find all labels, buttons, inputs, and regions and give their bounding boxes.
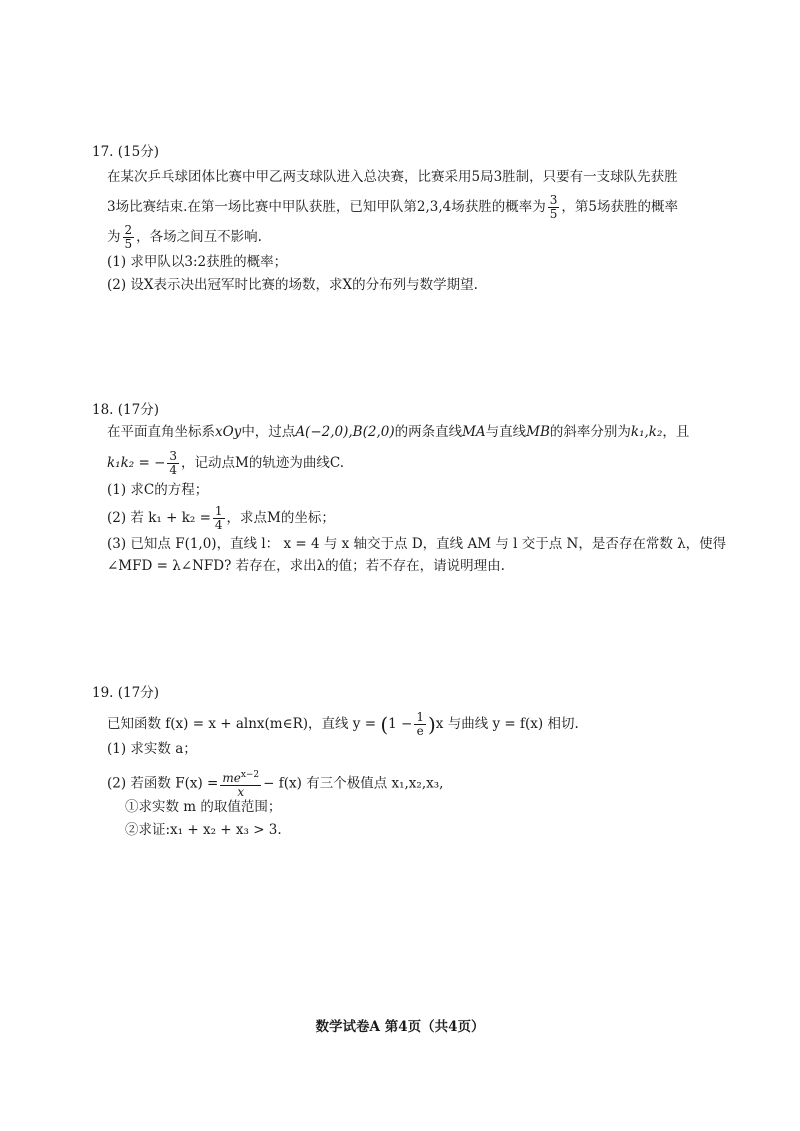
- math: MA: [462, 424, 486, 440]
- denominator: 5: [549, 207, 558, 221]
- problem-18-header: 18. (17分): [92, 402, 159, 418]
- problem-18-question-3-line-2: ∠MFD = λ∠NFD? 若存在，求出λ的值；若不存在，请说明理由.: [107, 558, 505, 574]
- text: 中，过点: [241, 424, 296, 440]
- math: k₁,k₂: [630, 424, 663, 440]
- problem-18-question-2: [107, 505, 335, 532]
- numerator: 3: [549, 193, 558, 207]
- denominator: 5: [124, 237, 133, 251]
- text: ，各场之间互不影响.: [136, 229, 262, 245]
- problem-19-question-2: [107, 769, 443, 799]
- left-paren: (: [380, 712, 389, 737]
- denominator: 4: [214, 518, 223, 532]
- math: A(−2,0),B(2,0): [295, 424, 395, 440]
- problem-17-line-3: [107, 224, 262, 251]
- text: − f(x) 有三个极值点 x₁,x₂,x₃,: [263, 775, 444, 792]
- text: 3场比赛结束.在第一场比赛中甲队获胜，已知甲队第2,3,4场获胜的概率为: [107, 199, 546, 215]
- text: (2) 若函数 F(x) =: [107, 775, 219, 792]
- problem-18-line-2: [107, 450, 344, 477]
- denominator: e: [416, 724, 424, 738]
- problem-17-question-2: (2) 设X表示决出冠军时比赛的场数，求X的分布列与数学期望.: [107, 277, 478, 293]
- problem-18-question-3-line-1: (3) 已知点 F(1,0)，直线 l： x = 4 与 x 轴交于点 D，直线 AM 与 l 交于点 N，是否存在常数 λ，使得: [107, 536, 727, 552]
- text: x 与曲线 y = f(x) 相切.: [435, 716, 579, 732]
- problem-19-question-1: (1) 求实数 a；: [107, 741, 197, 757]
- fraction-me-x: [220, 769, 261, 799]
- numerator: [220, 769, 261, 786]
- text: ，记动点M的轨迹为曲线C.: [181, 455, 344, 471]
- text: 与直线: [485, 424, 527, 440]
- text: ，第5场获胜的概率: [561, 199, 678, 215]
- text: ，且: [662, 424, 690, 440]
- fraction-2-5: [123, 224, 135, 251]
- math: 1 −: [388, 716, 413, 732]
- problem-17-question-1: (1) 求甲队以3:2获胜的概率；: [107, 254, 288, 270]
- math: MB: [526, 424, 550, 440]
- problem-19-question-2-part-2: ②求证:x₁ + x₂ + x₃ > 3.: [125, 822, 282, 838]
- text: 在平面直角坐标系: [107, 424, 215, 440]
- fraction-1-4: [213, 505, 225, 532]
- page-footer: 数学试卷A 第4页（共4页）: [315, 1019, 485, 1035]
- problem-19-question-2-part-1: ①求实数 m 的取值范围；: [125, 799, 282, 815]
- text: (2) 若 k₁ + k₂ =: [107, 510, 211, 526]
- text: ，求点M的坐标；: [226, 510, 335, 526]
- problem-17-line-2: [107, 194, 678, 221]
- fraction-3-4: [167, 450, 179, 477]
- problem-19-line-1: [107, 711, 579, 738]
- numerator: 2: [124, 223, 133, 237]
- math: xOy: [215, 424, 242, 440]
- text: 已知函数 f(x) = x + alnx(m∈R)，直线 y =: [107, 716, 377, 732]
- exponent: x−2: [240, 770, 260, 780]
- right-paren: ): [427, 712, 436, 737]
- math: me: [222, 771, 241, 785]
- problem-17-header: 17. (15分): [92, 144, 159, 160]
- problem-19-header: 19. (17分): [92, 685, 159, 701]
- problem-18-line-1: [107, 422, 689, 442]
- numerator: 3: [169, 449, 178, 463]
- fraction-3-5: [548, 194, 560, 221]
- text: 为: [107, 229, 121, 245]
- denominator: 4: [169, 463, 178, 477]
- math: k₁k₂ = −: [107, 455, 166, 471]
- text: 的斜率分别为: [549, 424, 631, 440]
- math: x: [237, 785, 245, 799]
- problem-17-line-1: 在某次乒乓球团体比赛中甲乙两支球队进入总决赛，比赛采用5局3胜制，只要有一支球队先获胜: [107, 169, 678, 185]
- text: 的两条直线: [394, 424, 463, 440]
- numerator: 1: [416, 710, 424, 724]
- numerator: 1: [214, 504, 223, 518]
- fraction-1-e: [414, 711, 426, 738]
- problem-18-question-1: (1) 求C的方程；: [107, 482, 209, 498]
